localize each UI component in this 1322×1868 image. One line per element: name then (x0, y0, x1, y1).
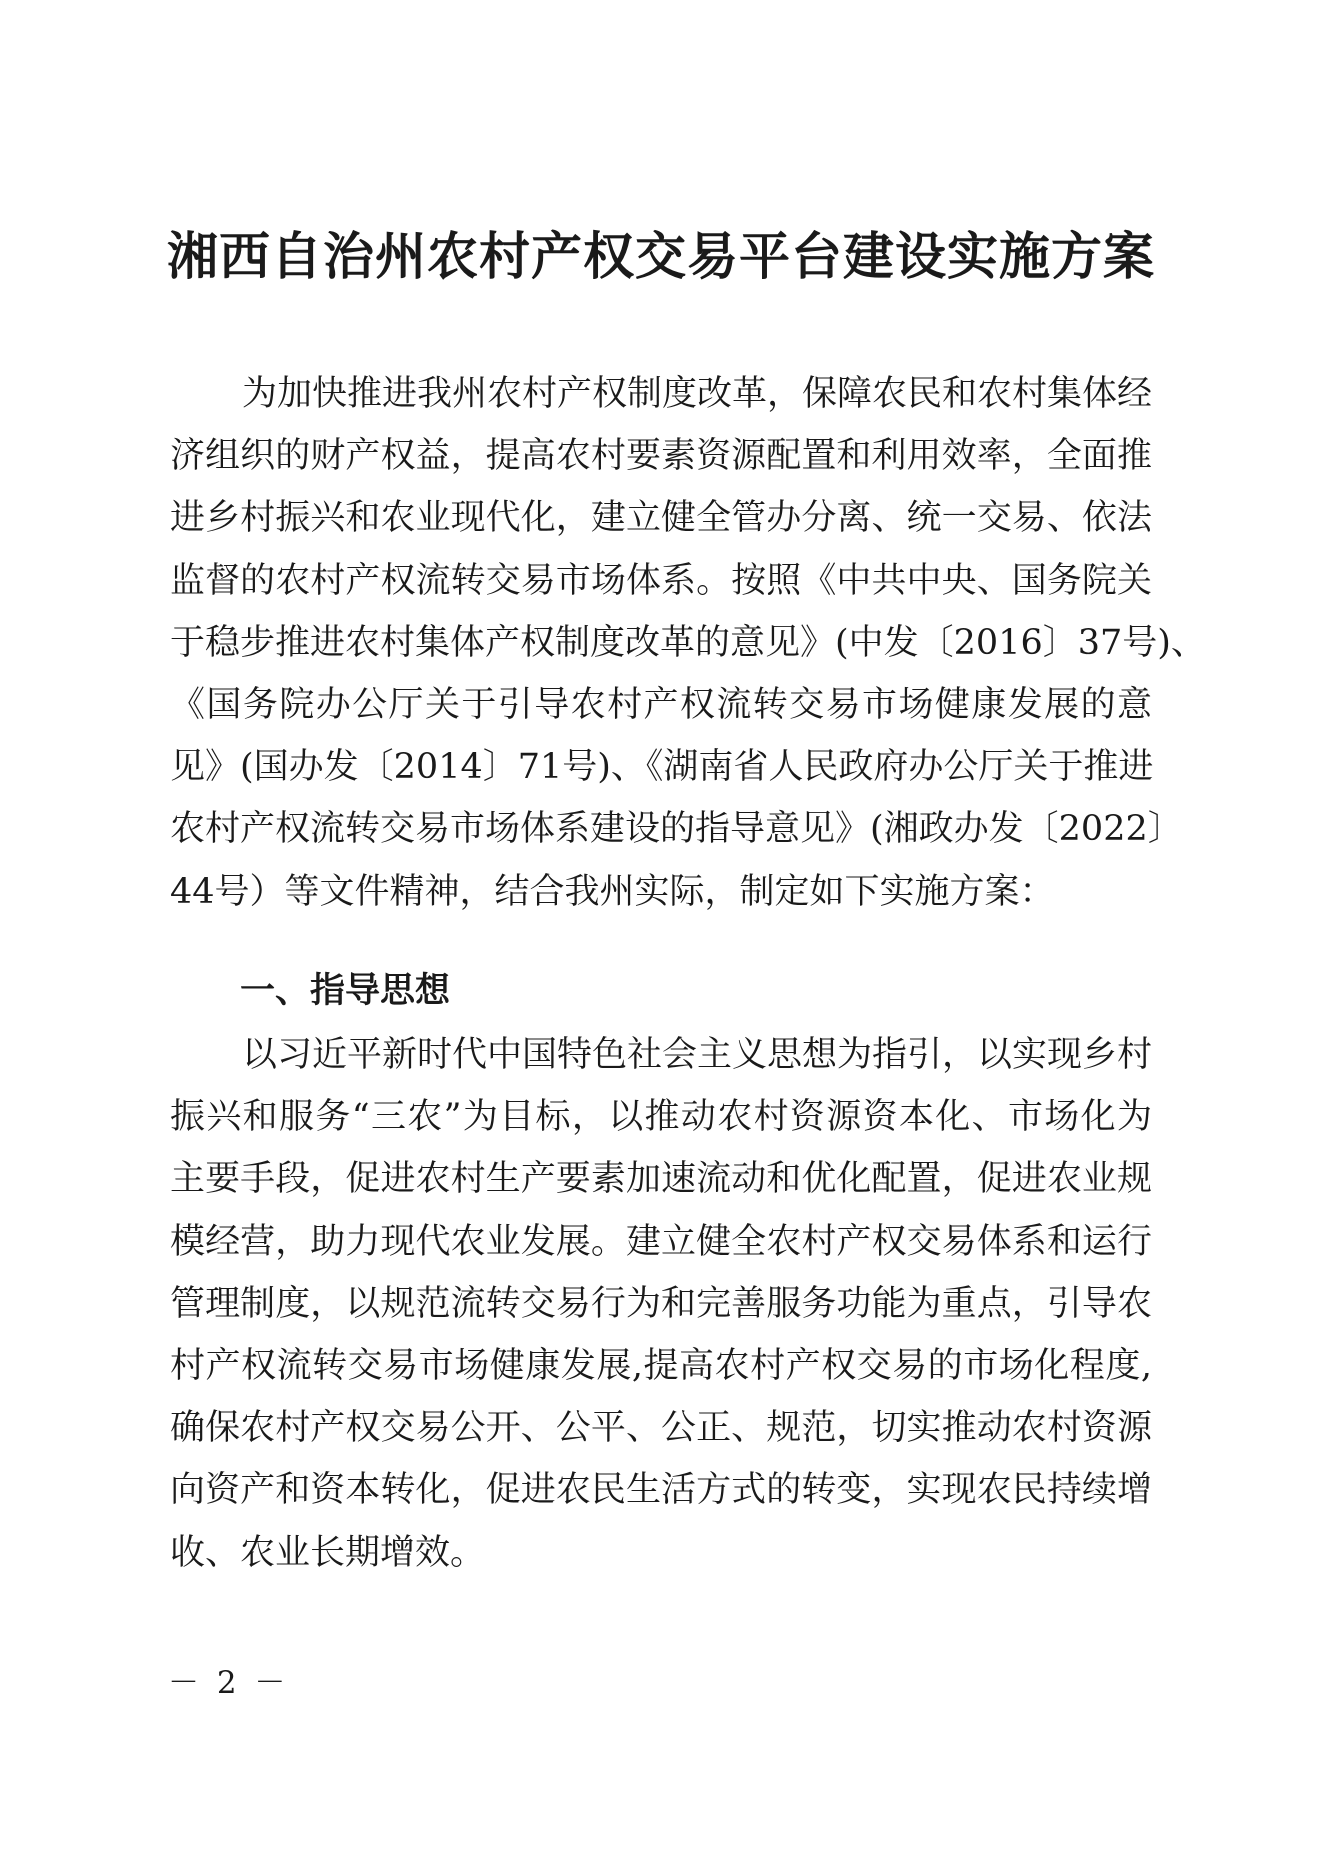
paragraph-line: 监督的农村产权流转交易市场体系。按照《中共中央、国务院关 (170, 560, 1152, 601)
paragraph-line: 模经营，助力现代农业发展。建立健全农村产权交易体系和运行 (170, 1221, 1152, 1262)
paragraph-line: 收、农业长期增效。 (170, 1532, 486, 1573)
paragraph-line: 向资产和资本转化，促进农民生活方式的转变，实现农民持续增 (170, 1470, 1152, 1511)
paragraph-line: 村产权流转交易市场健康发展,提高农村产权交易的市场化程度, (170, 1346, 1152, 1387)
paragraph-line: 进乡村振兴和农业现代化，建立健全管办分离、统一交易、依法 (170, 498, 1152, 539)
paragraph-line: 见》(国办发〔2014〕71号)、《湖南省人民政府办公厅关于推进 (170, 747, 1154, 788)
paragraph-line: 《国务院办公厅关于引导农村产权流转交易市场健康发展的意 (170, 685, 1152, 726)
paragraph-line: 主要手段，促进农村生产要素加速流动和优化配置，促进农业规 (170, 1159, 1152, 1200)
paragraph-line: 为加快推进我州农村产权制度改革，保障农民和农村集体经 (242, 374, 1153, 414)
paragraph-line: 44号）等文件精神，结合我州实际，制定如下实施方案： (170, 871, 1055, 912)
paragraph-line: 确保农村产权交易公开、公平、公正、规范，切实推动农村资源 (170, 1408, 1152, 1449)
page-number: － 2 － (168, 1665, 290, 1701)
paragraph-line: 于稳步推进农村集体产权制度改革的意见》(中发〔2016〕37号)、 (170, 622, 1206, 663)
paragraph-line: 以习近平新时代中国特色社会主义思想为指引，以实现乡村 (242, 1035, 1153, 1075)
paragraph-line: 振兴和服务“三农”为目标，以推动农村资源资本化、市场化为 (170, 1097, 1152, 1138)
intro-paragraph (170, 363, 1206, 923)
document-title: 湘西自治州农村产权交易平台建设实施方案 (166, 227, 1155, 287)
guiding-thought-paragraph (170, 1024, 1152, 1584)
paragraph-line: 农村产权流转交易市场体系建设的指导意见》(湘政办发〔2022〕 (170, 809, 1183, 850)
paragraph-line: 济组织的财产权益，提高农村要素资源配置和利用效率，全面推 (170, 436, 1152, 477)
paragraph-line: 管理制度，以规范流转交易行为和完善服务功能为重点，引导农 (170, 1283, 1152, 1324)
section-heading: 一、指导思想 (240, 971, 451, 1011)
